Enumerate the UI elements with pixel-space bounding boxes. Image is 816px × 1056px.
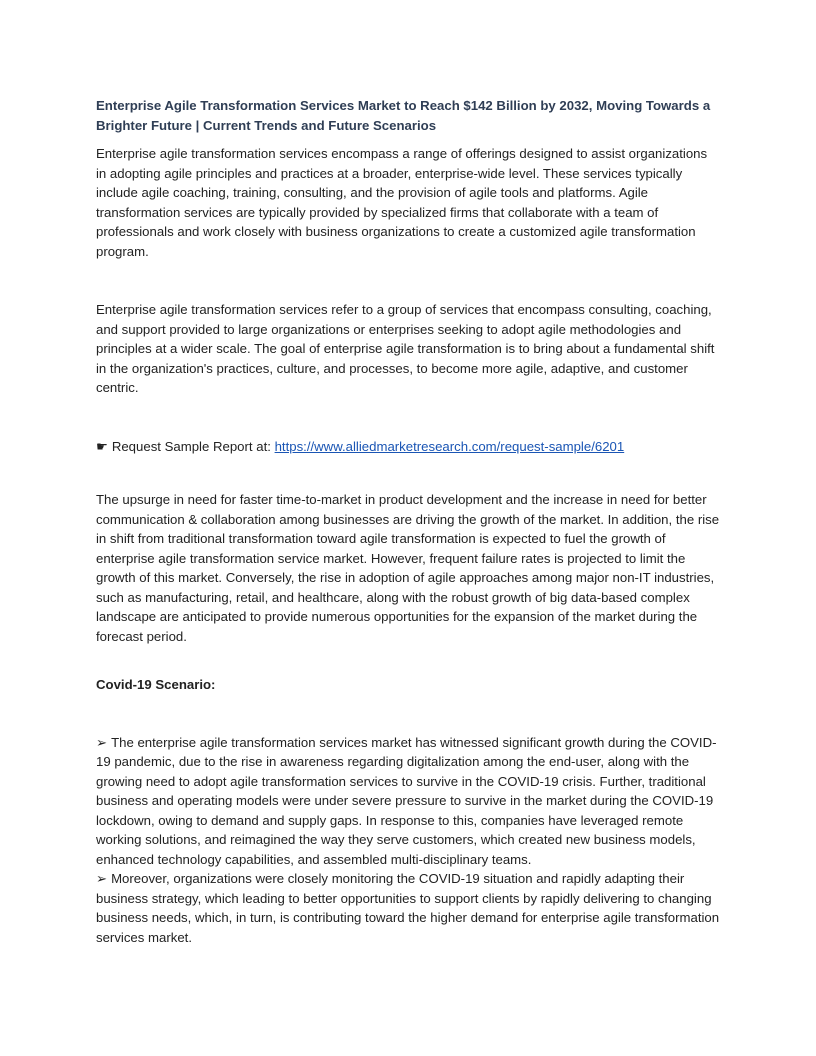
arrow-bullet-icon: ➢ [96, 871, 108, 886]
document-page [96, 96, 720, 947]
covid-bullet-1-text: The enterprise agile transformation services market has witnessed significant growth during the COVID-19 pandemic, due to the rise in awareness regarding digitalization among the end-user, along with the growing need to adopt agile transformation services to survive in the COVID-19 crisis. Further, traditional business and operating models were under severe pressure to survive in the market during the COVID-19 lockdown, owing to demand and supply gaps. In response to this, companies have leveraged remote working solutions, and reimagined the way they serve customers, which created new business models, enhanced technology capabilities, and assembled multi-disciplinary teams. [96, 734, 717, 867]
covid-bullet-2 [96, 869, 720, 947]
pointing-hand-icon: ☛ [96, 438, 108, 454]
market-drivers-paragraph: The upsurge in need for faster time-to-market in product development and the increase in need for better communication & collaboration among businesses are driving the growth of the market. In addition, the rise in shift from traditional transformation toward agile transformation is expected to fuel the growth of enterprise agile transformation service market. However, frequent failure rates is projected to limit the growth of this market. Conversely, the rise in adoption of agile approaches among major non-IT industries, such as manufacturing, retail, and healthcare, along with the robust growth of big data-based complex landscape are anticipated to provide numerous opportunities for the expansion of the market during the forecast period. [96, 492, 720, 644]
covid-heading: Covid-19 Scenario: [96, 677, 216, 692]
arrow-bullet-icon: ➢ [96, 734, 108, 750]
covid-bullet-2-text: Moreover, organizations were closely monitoring the COVID-19 situation and rapidly adapting their business strategy, which leading to better opportunities to support clients by rapidly delivering to changing business needs, which, in turn, is contributing toward the higher demand for enterprise agile transformation services market. [96, 871, 720, 945]
covid-bullet-1 [96, 733, 720, 870]
definition-paragraph: Enterprise agile transformation services refer to a group of services that encompass consulting, coaching, and support provided to large organizations or enterprises seeking to adopt agile methodologies and principles at a wider scale. The goal of enterprise agile transformation is to bring about a fundamental shift in the organization's practices, culture, and processes, to become more agile, adaptive, and customer centric. [96, 302, 715, 395]
intro-paragraph: Enterprise agile transformation services encompass a range of offerings designed to assist organizations in adopting agile principles and practices at a broader, enterprise-wide level. These services typically include agile coaching, training, consulting, and the provision of agile tools and platforms. Agile transformation services are typically provided by specialized firms that collaborate with a team of professionals and work closely with business organizations to create a customized agile transformation program. [96, 146, 708, 259]
request-sample-line [96, 437, 720, 457]
article-title: Enterprise Agile Transformation Services Market to Reach $142 Billion by 2032, Moving Towards a Brighter Future | Current Trends and Future Scenarios [96, 98, 711, 133]
request-sample-label: Request Sample Report at: [111, 438, 271, 454]
request-sample-link[interactable]: https://www.alliedmarketresearch.com/request-sample/6201 [274, 438, 625, 454]
